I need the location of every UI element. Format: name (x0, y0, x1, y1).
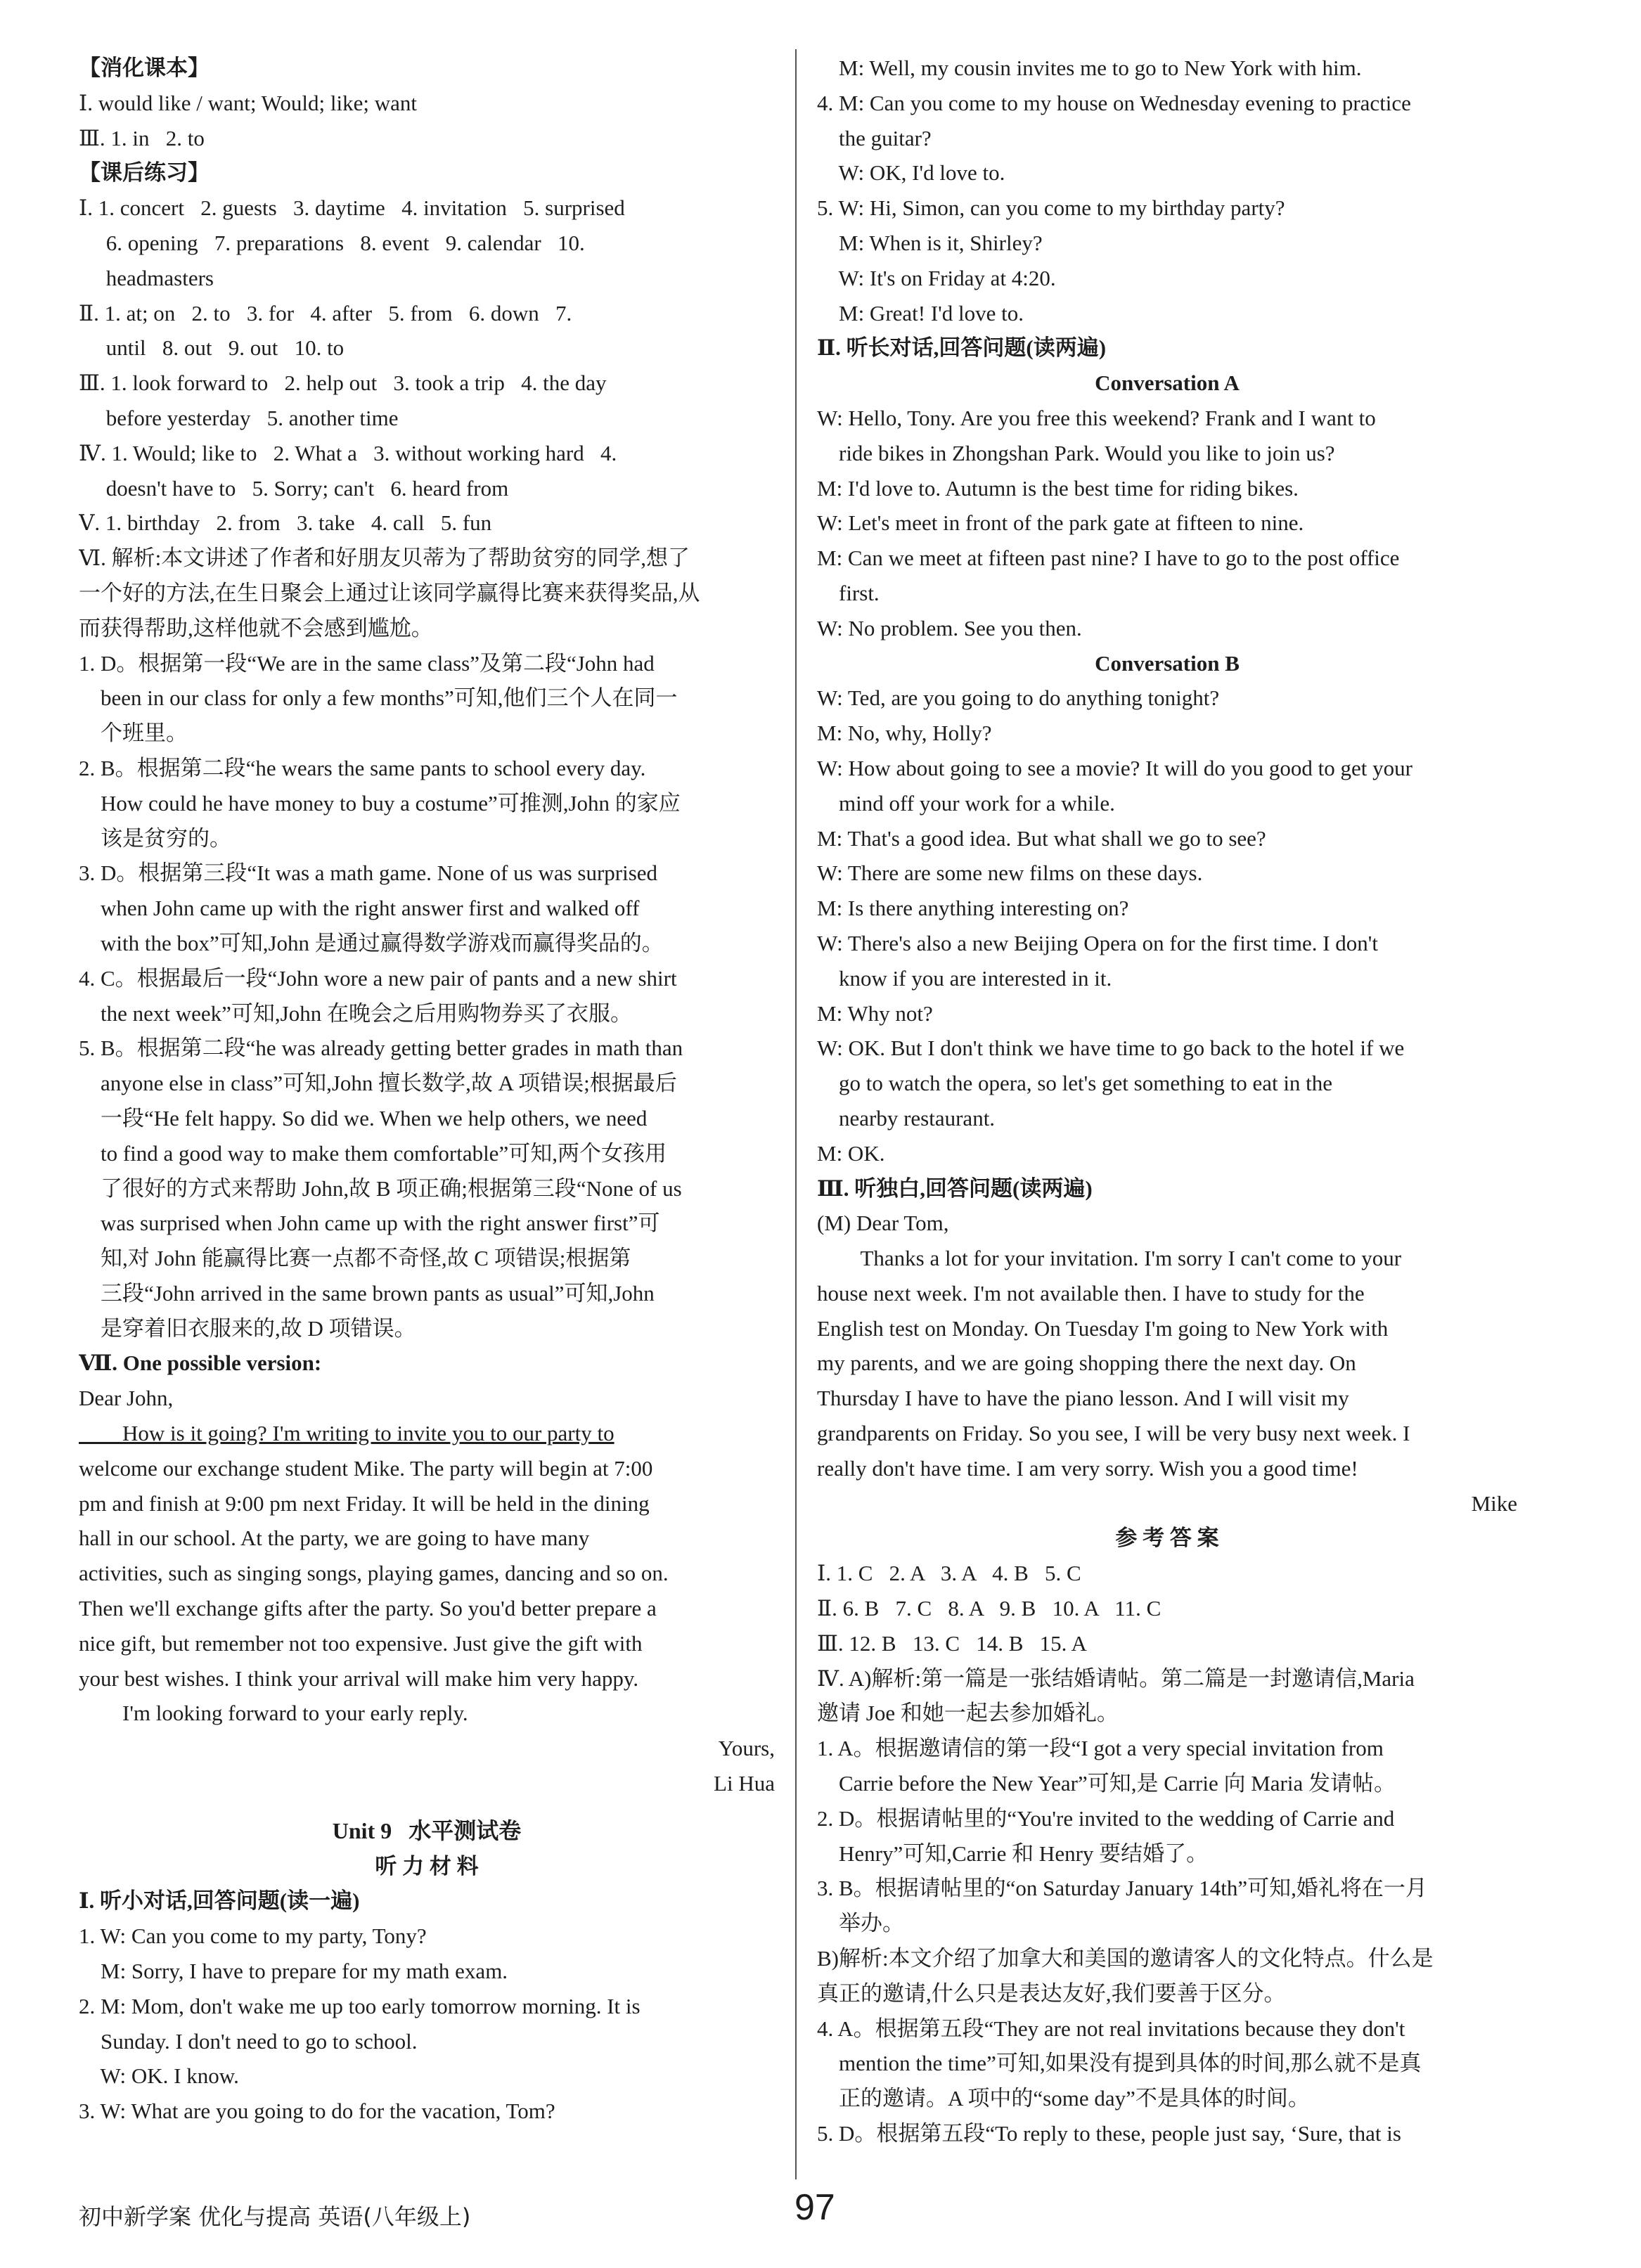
text-line: (M) Dear Tom, (817, 1211, 949, 1236)
text-line: Ⅲ. 1. look forward to 2. help out 3. took a trip 4. the day (79, 371, 607, 396)
text-line: W: There's also a new Beijing Opera on for the first time. I don't (817, 930, 1379, 955)
text-line: house next week. I'm not available then. I have to study for the (817, 1280, 1365, 1306)
text-line: How is it going? I'm writing to invite you to our party to (79, 1421, 614, 1446)
text-line: the guitar? (817, 125, 932, 150)
text-line: Yours, (718, 1736, 775, 1761)
text-line: doesn't have to 5. Sorry; can't 6. heard from (79, 475, 509, 501)
text-line: 2. B。根据第二段“he wears the same pants to school every day. (79, 755, 646, 780)
text-line: Thursday I have to have the piano lesson. And I will visit my (817, 1386, 1349, 1411)
text-line: was surprised when John came up with the right answer first”可 (79, 1211, 660, 1236)
text-line: M: That's a good idea. But what shall we go to see? (817, 825, 1266, 851)
text-line: 真正的邀请,什么只是表达友好,我们要善于区分。 (817, 1980, 1286, 2006)
text-line: 正的邀请。A 项中的“some day”不是具体的时间。 (817, 2086, 1310, 2111)
text-line: pm and finish at 9:00 pm next Friday. It will be held in the dining (79, 1490, 650, 1516)
text-line: How could he have money to buy a costume”可推测,John 的家应 (79, 790, 681, 816)
text-line: 是穿着旧衣服来的,故 D 项错误。 (79, 1315, 416, 1341)
text-line: W: Ted, are you going to do anything tonight? (817, 685, 1220, 711)
text-line: Ⅰ. would like / want; Would; like; want (79, 90, 418, 115)
text-line: headmasters (79, 265, 214, 290)
text-line: grandparents on Friday. So you see, I will be very busy next week. I (817, 1421, 1410, 1446)
text-line: until 8. out 9. out 10. to (79, 335, 345, 361)
text-line: M: No, why, Holly? (817, 721, 992, 746)
text-line: Ⅲ. 听独白,回答问题(读两遍) (817, 1175, 1093, 1201)
text-line: Ⅱ. 听长对话,回答问题(读两遍) (817, 335, 1107, 361)
text-line: 3. B。根据请帖里的“on Saturday January 14th”可知,婚礼将在一月 (817, 1876, 1427, 1901)
text-line: 而获得帮助,这样他就不会感到尴尬。 (79, 615, 433, 640)
text-line: go to watch the opera, so let's get something to eat in the (817, 1071, 1333, 1096)
text-line: 邀请 Joe 和她一起去参加婚礼。 (817, 1701, 1119, 1726)
text-line: Thanks a lot for your invitation. I'm sorry I can't come to your (817, 1246, 1402, 1271)
text-line: 三段“John arrived in the same brown pants as usual”可知,John (79, 1280, 655, 1306)
text-line: 参 考 答 案 (1115, 1526, 1219, 1551)
text-line: 6. opening 7. preparations 8. event 9. calendar 10. (79, 230, 585, 255)
text-line: W: OK. But I don't think we have time to go back to the hotel if we (817, 1036, 1405, 1061)
text-line: Conversation A (1095, 371, 1240, 396)
text-line: M: OK. (817, 1140, 885, 1166)
page-number: 97 (794, 2187, 835, 2228)
text-line: Dear John, (79, 1386, 174, 1411)
text-line: really don't have time. I am very sorry. Wish you a good time! (817, 1455, 1358, 1481)
text-line: W: There are some new films on these days. (817, 861, 1203, 886)
text-line: Unit 9 水平测试卷 (332, 1817, 522, 1843)
text-line: M: Sorry, I have to prepare for my math exam. (79, 1959, 508, 1984)
text-line: W: OK, I'd love to. (817, 160, 1005, 186)
text-line: 5. D。根据第五段“To reply to these, people just say, ‘Sure, that is (817, 2121, 1401, 2146)
text-line: hall in our school. At the party, we are going to have many (79, 1526, 590, 1551)
text-line: M: Well, my cousin invites me to go to New York with him. (817, 56, 1362, 80)
text-line: Ⅳ. 1. Would; like to 2. What a 3. without working hard 4. (79, 440, 617, 465)
text-line: nearby restaurant. (817, 1105, 996, 1130)
text-line: Ⅰ. 听小对话,回答问题(读一遍) (79, 1888, 360, 1914)
text-line: mention the time”可知,如果没有提到具体的时间,那么就不是真 (817, 2051, 1422, 2076)
text-line: 1. D。根据第一段“We are in the same class”及第二段“John had (79, 650, 655, 676)
left-column (79, 51, 775, 2129)
text-line: M: Why not? (817, 1000, 933, 1026)
right-column (817, 51, 1517, 2151)
text-line: Ⅳ. A)解析:第一篇是一张结婚请帖。第二篇是一封邀请信,Maria (817, 1665, 1415, 1691)
text-line: W: OK. I know. (79, 2063, 239, 2089)
text-line: Ⅱ. 6. B 7. C 8. A 9. B 10. A 11. C (817, 1596, 1161, 1621)
text-line: the next week”可知,John 在晚会之后用购物券买了衣服。 (79, 1000, 632, 1026)
text-line: 该是贫穷的。 (79, 825, 231, 851)
text-line: Ⅲ. 12. B 13. C 14. B 15. A (817, 1630, 1087, 1656)
text-line: W: It's on Friday at 4:20. (817, 265, 1056, 290)
text-line: welcome our exchange student Mike. The party will begin at 7:00 (79, 1455, 653, 1481)
text-line: with the box”可知,John 是通过赢得数学游戏而赢得奖品的。 (79, 930, 664, 955)
text-line: Li Hua (714, 1771, 775, 1796)
text-line: Ⅰ. 1. C 2. A 3. A 4. B 5. C (817, 1561, 1081, 1586)
text-line: Carrie before the New Year”可知,是 Carrie 向 Maria 发请帖。 (817, 1771, 1396, 1796)
text-line: 1. W: Can you come to my party, Tony? (79, 1924, 427, 1949)
text-line: M: I'd love to. Autumn is the best time for riding bikes. (817, 475, 1299, 501)
text-line: when John came up with the right answer first and walked off (79, 896, 640, 921)
text-line: 3. W: What are you going to do for the vacation, Tom? (79, 2099, 555, 2124)
text-line: 2. D。根据请帖里的“You're invited to the wedding of Carrie and (817, 1805, 1395, 1831)
text-line: W: No problem. See you then. (817, 615, 1082, 640)
text-line: 一个好的方法,在生日聚会上通过让该同学赢得比赛来获得奖品,从 (79, 580, 700, 605)
text-line: 2. M: Mom, don't wake me up too early tomorrow morning. It is (79, 1993, 641, 2018)
text-line: Ⅲ. 1. in 2. to (79, 125, 205, 150)
text-line: 【课后练习】 (79, 160, 210, 186)
text-line: B)解析:本文介绍了加拿大和美国的邀请客人的文化特点。什么是 (817, 1946, 1434, 1971)
text-line: nice gift, but remember not too expensive. Just give the gift with (79, 1630, 643, 1656)
text-line: 4. C。根据最后一段“John wore a new pair of pants and a new shirt (79, 965, 677, 991)
text-line: anyone else in class”可知,John 擅长数学,故 A 项错误;根据最后 (79, 1071, 677, 1096)
book-title: 初中新学案 优化与提高 英语(八年级上) (79, 2203, 471, 2230)
text-line: W: How about going to see a movie? It will do you good to get your (817, 755, 1412, 780)
text-line: to find a good way to make them comfortable”可知,两个女孩用 (79, 1140, 667, 1166)
text-line: 个班里。 (79, 721, 188, 746)
text-line: 一段“He felt happy. So did we. When we help others, we need (79, 1105, 648, 1130)
text-line: M: When is it, Shirley? (817, 230, 1043, 255)
text-line: English test on Monday. On Tuesday I'm going to New York with (817, 1315, 1389, 1341)
text-line: 1. A。根据邀请信的第一段“I got a very special invitation from (817, 1736, 1384, 1761)
text-line: Henry”可知,Carrie 和 Henry 要结婚了。 (817, 1841, 1209, 1866)
text-line: Mike (1471, 1490, 1517, 1516)
text-line: I'm looking forward to your early reply. (79, 1701, 468, 1726)
text-line: 【消化课本】 (79, 56, 210, 80)
text-line: 举办。 (817, 1911, 904, 1936)
text-line: 3. D。根据第三段“It was a math game. None of us was surprised (79, 861, 658, 886)
text-line: your best wishes. I think your arrival will make him very happy. (79, 1665, 639, 1691)
text-line: Conversation B (1095, 650, 1240, 676)
text-line: activities, such as singing songs, playing games, dancing and so on. (79, 1561, 669, 1586)
text-line: M: Can we meet at fifteen past nine? I have to go to the post office (817, 546, 1400, 571)
text-line: 5. W: Hi, Simon, can you come to my birthday party? (817, 195, 1285, 221)
text-line: been in our class for only a few months”可知,他们三个人在同一 (79, 685, 678, 711)
text-line: Ⅵ. 解析:本文讲述了作者和好朋友贝蒂为了帮助贫穷的同学,想了 (79, 546, 690, 571)
text-line: 了很好的方式来帮助 John,故 B 项正确;根据第三段“None of us (79, 1175, 682, 1201)
text-line: W: Hello, Tony. Are you free this weekend? Frank and I want to (817, 405, 1376, 430)
text-line: Then we'll exchange gifts after the party. So you'd better prepare a (79, 1596, 657, 1621)
text-line: Ⅰ. 1. concert 2. guests 3. daytime 4. invitation 5. surprised (79, 195, 625, 221)
text-line: first. (817, 580, 880, 605)
text-line: 听 力 材 料 (375, 1853, 479, 1879)
text-line: know if you are interested in it. (817, 965, 1112, 991)
text-line: 5. B。根据第二段“he was already getting better grades in math than (79, 1036, 683, 1061)
text-line: Sunday. I don't need to go to school. (79, 2028, 418, 2054)
text-line: Ⅶ. One possible version: (79, 1351, 322, 1376)
text-line: 4. A。根据第五段“They are not real invitations because they don't (817, 2016, 1405, 2041)
text-line: my parents, and we are going shopping there the next day. On (817, 1351, 1356, 1376)
text-line: mind off your work for a while. (817, 790, 1115, 816)
text-line: before yesterday 5. another time (79, 405, 399, 430)
text-line: ride bikes in Zhongshan Park. Would you like to join us? (817, 440, 1335, 465)
text-line: Ⅱ. 1. at; on 2. to 3. for 4. after 5. from 6. down 7. (79, 300, 572, 326)
text-line: 4. M: Can you come to my house on Wednesday evening to practice (817, 90, 1411, 115)
text-line: W: Let's meet in front of the park gate at fifteen to nine. (817, 510, 1304, 536)
text-line: M: Great! I'd love to. (817, 300, 1024, 326)
text-line: Ⅴ. 1. birthday 2. from 3. take 4. call 5. fun (79, 510, 492, 536)
column-divider (795, 49, 797, 2179)
text-line: 知,对 John 能赢得比赛一点都不奇怪,故 C 项错误;根据第 (79, 1246, 631, 1271)
text-line: M: Is there anything interesting on? (817, 896, 1129, 921)
